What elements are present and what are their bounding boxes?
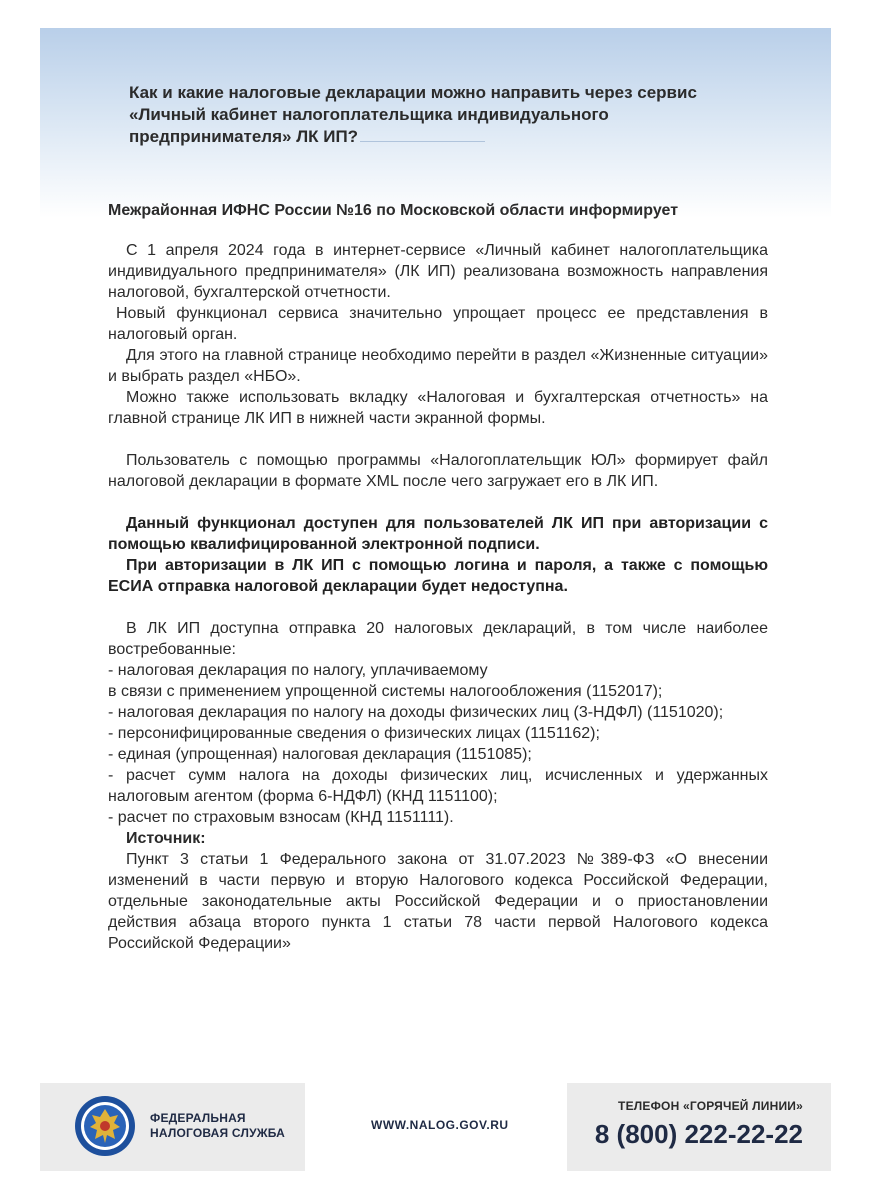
page-title [129,82,749,148]
source-text: Пункт 3 статьи 1 Федерального закона от 31.07.2023 №389-ФЗ «О внесении изменений в части первую и вторую Налогового кодекса Российской Федерации, отдельные законодательные акты Российской Федерации и о приостановлении действия абзаца второго пункта 1 статьи 78 части первой Налогового кодекса Российской Федерации» [108,851,768,952]
title-line-1: Как и какие налоговые декларации можно направить через сервис [129,83,697,102]
document-body [108,200,768,954]
org-name-line-1: ФЕДЕРАЛЬНАЯ [150,1111,246,1125]
org-name [150,1111,285,1141]
org-name-line-2: НАЛОГОВАЯ СЛУЖБА [150,1126,286,1140]
notice-block [108,513,768,597]
title-line-3: предпринимателя» ЛК ИП? [129,127,359,146]
title-underline [360,141,485,142]
list-intro: В ЛК ИП доступна отправка 20 налоговых деклараций, в том числе наиболее востребованные: [108,620,768,658]
list-item: - расчет сумм налога на доходы физических лиц, исчисленных и удержанных налоговым агентом (форма 6-НДФЛ) (КНД 1151100); [108,767,768,805]
paragraph-1: С 1 апреля 2024 года в интернет-сервисе «Личный кабинет налогоплательщика индивидуального предпринимателя» (ЛК ИП) реализована возможность направления налоговой, бухгалтерской отчетности. [108,242,768,301]
list-item: в связи с применением упрощенной системы налогообложения (1152017); [108,683,663,700]
paragraph-4: Можно также использовать вкладку «Налоговая и бухгалтерская отчетность» на главной странице ЛК ИП в нижней части экранной формы. [108,389,768,427]
hotline-label: ТЕЛЕФОН «ГОРЯЧЕЙ ЛИНИИ» [618,1099,803,1113]
list-item: - расчет по страховым взносам (КНД 1151111). [108,809,454,826]
notice-unavailable: При авторизации в ЛК ИП с помощью логина и пароля, а также с помощью ЕСИА отправка налоговой декларации будет недоступна. [108,557,768,595]
paragraph-3: Для этого на главной странице необходимо перейти в раздел «Жизненные ситуации» и выбрать раздел «НБО». [108,347,768,385]
footer-org-block [40,1083,305,1171]
list-item: - единая (упрощенная) налоговая декларация (1151085); [108,746,532,763]
hotline-number[interactable]: 8 (800) 222-22-22 [594,1119,803,1149]
office-heading: Межрайонная ИФНС России №16 по Московской области информирует [108,202,679,219]
paragraph-5: Пользователь с помощью программы «Налогоплательщик ЮЛ» формирует файл налоговой декларации в формате XML после чего загружает его в ЛК ИП. [108,452,768,490]
fns-emblem-icon [74,1095,136,1157]
title-line-2: «Личный кабинет налогоплательщика индивидуального [129,105,609,124]
list-item: - налоговая декларация по налогу на доходы физических лиц (3-НДФЛ) (1151020); [108,704,724,721]
list-item: - налоговая декларация по налогу, уплачиваемому [108,662,488,679]
paragraph-2: Новый функционал сервиса значительно упрощает процесс ее представления в налоговый орган. [108,305,768,343]
notice-available: Данный функционал доступен для пользователей ЛК ИП при авторизации с помощью квалифицированной электронной подписи. [108,515,768,553]
footer-hotline-block [567,1083,831,1171]
list-item: - персонифицированные сведения о физических лицах (1151162); [108,725,600,742]
website-link[interactable]: WWW.NALOG.GOV.RU [371,1118,509,1132]
source-label: Источник: [126,830,206,847]
